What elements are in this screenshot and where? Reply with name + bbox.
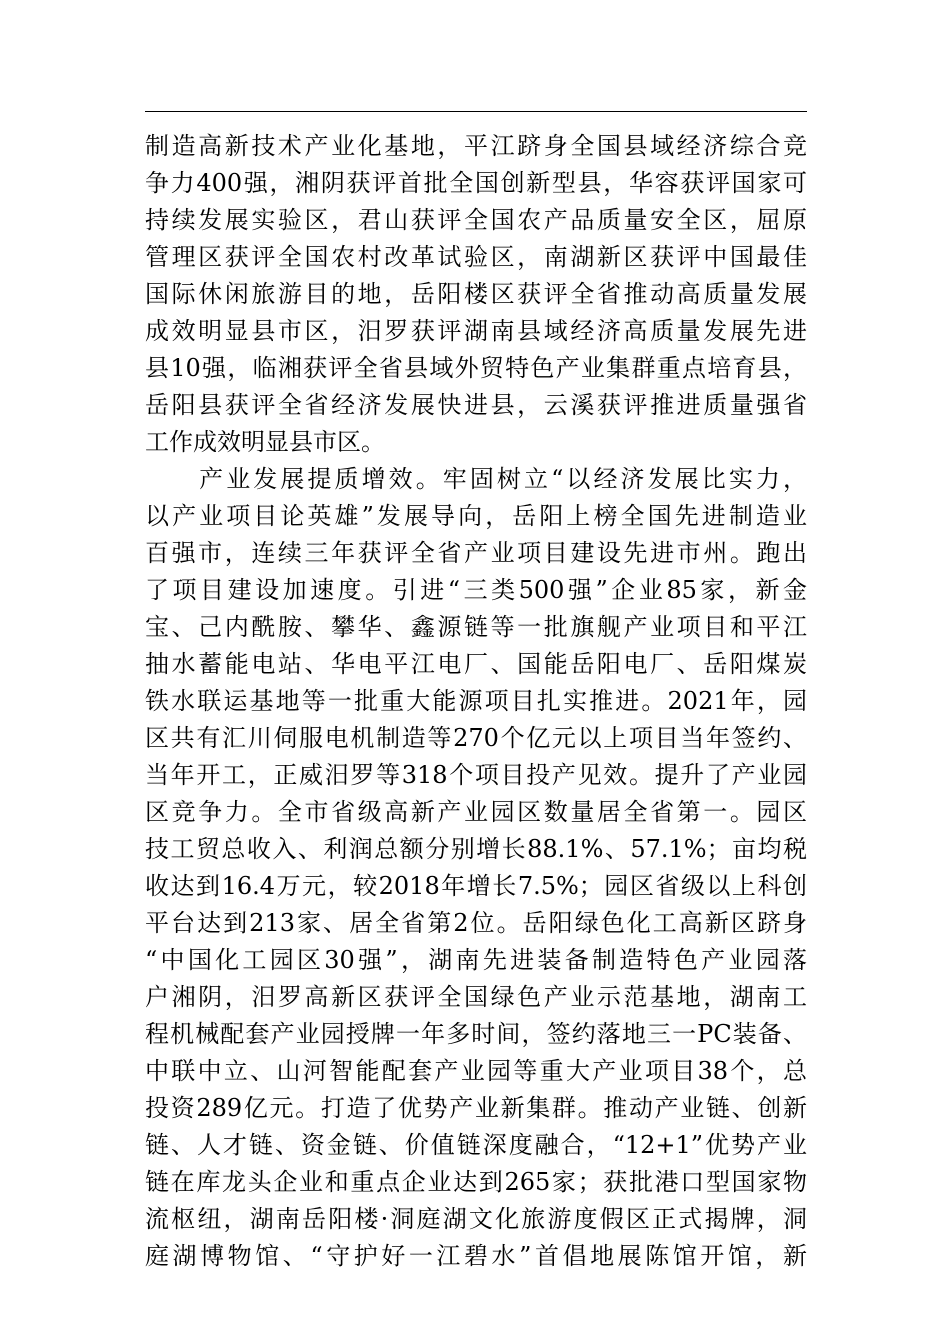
body-text [145, 128, 807, 1275]
text-line: 中联中立、山河智能配套产业园等重大产业项目38个，总 [145, 1057, 807, 1085]
text-line: 投资289亿元。打造了优势产业新集群。推动产业链、创新 [145, 1094, 807, 1122]
text-line: 技工贸总收入、利润总额分别增长88.1%、57.1%；亩均税 [145, 835, 807, 863]
text-line: 宝、己内酰胺、攀华、鑫源链等一批旗舰产业项目和平江 [145, 613, 807, 641]
text-line: 百强市，连续三年获评全省产业项目建设先进市州。跑出 [145, 539, 807, 567]
text-line: 收达到16.4万元，较2018年增长7.5%；园区省级以上科创 [145, 872, 807, 900]
text-line: 户湘阴，汨罗高新区获评全国绿色产业示范基地，湖南工 [145, 983, 807, 1011]
header-rule [145, 111, 807, 112]
text-line: 流枢纽，湖南岳阳楼·洞庭湖文化旅游度假区正式揭牌，洞 [145, 1205, 807, 1233]
text-line: 平台达到213家、居全省第2位。岳阳绿色化工高新区跻身 [145, 909, 807, 937]
text-line: 成效明显县市区，汨罗获评湖南县域经济高质量发展先进 [145, 317, 807, 345]
text-line: 链、人才链、资金链、价值链深度融合，“12+1”优势产业 [145, 1131, 807, 1159]
text-line: 程机械配套产业园授牌一年多时间，签约落地三一PC装备、 [145, 1020, 807, 1048]
paragraph-2 [145, 461, 807, 1275]
text-line: “中国化工园区30强”，湖南先进装备制造特色产业园落 [145, 946, 807, 974]
text-line: 抽水蓄能电站、华电平江电厂、国能岳阳电厂、岳阳煤炭 [145, 650, 807, 678]
text-line: 铁水联运基地等一批重大能源项目扎实推进。2021年，园 [145, 687, 807, 715]
text-line: 制造高新技术产业化基地，平江跻身全国县域经济综合竞 [145, 132, 807, 160]
text-line: 工作成效明显县市区。 [145, 428, 385, 456]
text-line: 以产业项目论英雄”发展导向，岳阳上榜全国先进制造业 [145, 502, 807, 530]
text-line: 链在库龙头企业和重点企业达到265家；获批港口型国家物 [145, 1168, 807, 1196]
text-line: 岳阳县获评全省经济发展快进县，云溪获评推进质量强省 [145, 391, 807, 419]
text-line: 县10强，临湘获评全省县域外贸特色产业集群重点培育县， [145, 354, 807, 382]
text-line: 争力400强，湘阴获评首批全国创新型县，华容获评国家可 [145, 169, 807, 197]
text-line: 区共有汇川伺服电机制造等270个亿元以上项目当年签约、 [145, 724, 807, 752]
text-line: 区竞争力。全市省级高新产业园区数量居全省第一。园区 [145, 798, 807, 826]
text-line: 庭湖博物馆、“守护好一江碧水”首倡地展陈馆开馆，新 [145, 1242, 807, 1270]
text-line: 国际休闲旅游目的地，岳阳楼区获评全省推动高质量发展 [145, 280, 807, 308]
text-line: 产业发展提质增效。牢固树立“以经济发展比实力， [145, 465, 807, 493]
text-line: 管理区获评全国农村改革试验区，南湖新区获评中国最佳 [145, 243, 807, 271]
text-line: 当年开工，正威汨罗等318个项目投产见效。提升了产业园 [145, 761, 807, 789]
text-line: 持续发展实验区，君山获评全国农产品质量安全区，屈原 [145, 206, 807, 234]
text-line: 了项目建设加速度。引进“三类500强”企业85家，新金 [145, 576, 807, 604]
paragraph-1 [145, 128, 807, 461]
